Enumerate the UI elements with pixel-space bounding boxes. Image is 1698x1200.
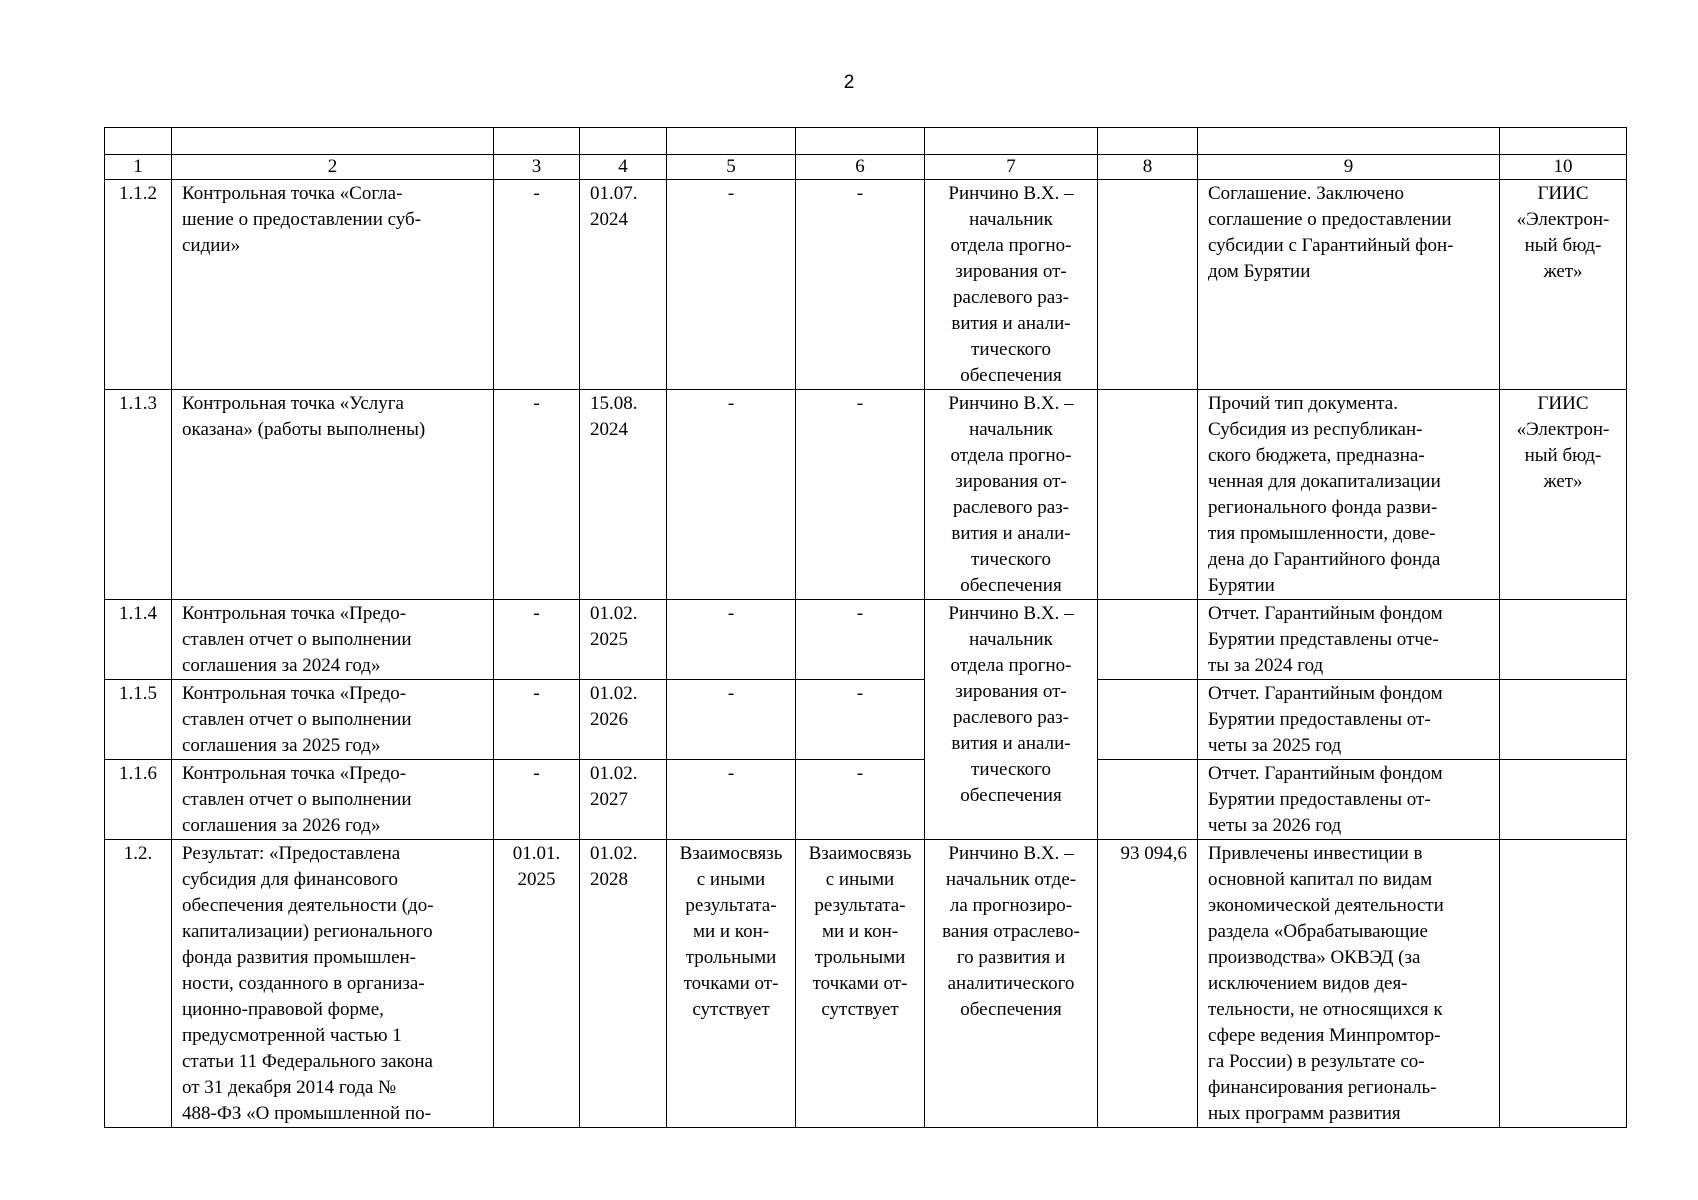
row-name: Контрольная точка «Предо- ставлен отчет о выполнении соглашения за 2026 год» bbox=[172, 760, 494, 840]
column-number: 10 bbox=[1500, 155, 1627, 180]
end-date: 01.02. 2025 bbox=[580, 600, 667, 680]
row-number: 1.1.2 bbox=[105, 180, 172, 390]
column-number: 4 bbox=[580, 155, 667, 180]
amount-cell bbox=[1098, 760, 1198, 840]
blank-cell bbox=[1500, 128, 1627, 155]
column-number: 7 bbox=[925, 155, 1098, 180]
blank-cell bbox=[1098, 128, 1198, 155]
row-name: Контрольная точка «Предо- ставлен отчет о выполнении соглашения за 2025 год» bbox=[172, 680, 494, 760]
start-date: - bbox=[494, 390, 580, 600]
row-name: Контрольная точка «Согла- шение о предоставлении суб- сидии» bbox=[172, 180, 494, 390]
blank-cell bbox=[172, 128, 494, 155]
relation-cell: - bbox=[667, 680, 796, 760]
relation-cell: - bbox=[796, 180, 925, 390]
row-number: 1.1.3 bbox=[105, 390, 172, 600]
information-system bbox=[1500, 760, 1627, 840]
blank-cell bbox=[105, 128, 172, 155]
column-number: 6 bbox=[796, 155, 925, 180]
table-row bbox=[105, 680, 1627, 760]
result-description: Отчет. Гарантийным фондом Бурятии представлены отче- ты за 2024 год bbox=[1198, 600, 1500, 680]
page-number: 2 bbox=[843, 72, 855, 93]
responsible-person: Ринчино В.Х. – начальник отдела прогно- зирования от- раслевого раз- вития и анали- тического обеспечения bbox=[925, 390, 1098, 600]
row-name: Контрольная точка «Услуга оказана» (работы выполнены) bbox=[172, 390, 494, 600]
start-date: - bbox=[494, 600, 580, 680]
table-row bbox=[105, 840, 1627, 1128]
information-system: ГИИС «Электрон- ный бюд- жет» bbox=[1500, 180, 1627, 390]
column-number: 9 bbox=[1198, 155, 1500, 180]
row-number: 1.1.5 bbox=[105, 680, 172, 760]
table-row bbox=[105, 760, 1627, 840]
relation-cell: - bbox=[796, 760, 925, 840]
amount-cell bbox=[1098, 600, 1198, 680]
result-description: Прочий тип документа. Субсидия из республикан- ского бюджета, предназна- ченная для докапитализации регионального фонда разви- тия промышленности, дове- дена до Гарантийного фонда Бурятии bbox=[1198, 390, 1500, 600]
start-date: - bbox=[494, 180, 580, 390]
end-date: 01.02. 2028 bbox=[580, 840, 667, 1128]
amount-cell bbox=[1098, 180, 1198, 390]
end-date: 15.08. 2024 bbox=[580, 390, 667, 600]
relation-cell: - bbox=[796, 680, 925, 760]
information-system bbox=[1500, 600, 1627, 680]
column-number: 8 bbox=[1098, 155, 1198, 180]
blank-cell bbox=[494, 128, 580, 155]
relation-cell: - bbox=[796, 600, 925, 680]
row-number: 1.1.6 bbox=[105, 760, 172, 840]
end-date: 01.02. 2026 bbox=[580, 680, 667, 760]
blank-cell bbox=[925, 128, 1098, 155]
column-number: 3 bbox=[494, 155, 580, 180]
information-system bbox=[1500, 680, 1627, 760]
table-row bbox=[105, 600, 1627, 680]
relation-cell: - bbox=[667, 390, 796, 600]
relation-cell: - bbox=[667, 760, 796, 840]
column-number: 5 bbox=[667, 155, 796, 180]
relation-cell: - bbox=[667, 600, 796, 680]
table-row bbox=[105, 390, 1627, 600]
row-name: Контрольная точка «Предо- ставлен отчет о выполнении соглашения за 2024 год» bbox=[172, 600, 494, 680]
result-description: Соглашение. Заключено соглашение о предоставлении субсидии с Гарантийный фон- дом Бурятии bbox=[1198, 180, 1500, 390]
start-date: - bbox=[494, 680, 580, 760]
row-name: Результат: «Предоставлена субсидия для финансового обеспечения деятельности (до- капитализации) регионального фонда развития промышлен- ности, созданного в организа- ционно-правовой форме, предусмотренной частью 1 статьи 11 Федерального закона от 31 декабря 2014 года № 488-ФЗ «О промышленной по- bbox=[172, 840, 494, 1128]
amount-cell: 93 094,6 bbox=[1098, 840, 1198, 1128]
information-system: ГИИС «Электрон- ный бюд- жет» bbox=[1500, 390, 1627, 600]
start-date: - bbox=[494, 760, 580, 840]
blank-cell bbox=[796, 128, 925, 155]
column-number: 2 bbox=[172, 155, 494, 180]
end-date: 01.07. 2024 bbox=[580, 180, 667, 390]
plan-table bbox=[104, 127, 1627, 1128]
responsible-person: Ринчино В.Х. – начальник отде- ла прогнозиро- вания отраслево- го развития и аналитического обеспечения bbox=[925, 840, 1098, 1128]
row-number: 1.1.4 bbox=[105, 600, 172, 680]
result-description: Отчет. Гарантийным фондом Бурятии предоставлены от- четы за 2026 год bbox=[1198, 760, 1500, 840]
relation-cell: - bbox=[796, 390, 925, 600]
information-system bbox=[1500, 840, 1627, 1128]
blank-cell bbox=[1198, 128, 1500, 155]
relation-cell: Взаимосвязь с иными результата- ми и кон- трольными точками от- сутствует bbox=[796, 840, 925, 1128]
row-number: 1.2. bbox=[105, 840, 172, 1128]
amount-cell bbox=[1098, 390, 1198, 600]
table-row bbox=[105, 180, 1627, 390]
end-date: 01.02. 2027 bbox=[580, 760, 667, 840]
relation-cell: - bbox=[667, 180, 796, 390]
start-date: 01.01. 2025 bbox=[494, 840, 580, 1128]
amount-cell bbox=[1098, 680, 1198, 760]
column-number: 1 bbox=[105, 155, 172, 180]
column-number-row bbox=[105, 155, 1627, 180]
result-description: Отчет. Гарантийным фондом Бурятии предоставлены от- четы за 2025 год bbox=[1198, 680, 1500, 760]
responsible-person: Ринчино В.Х. – начальник отдела прогно- зирования от- раслевого раз- вития и анали- тического обеспечения bbox=[925, 180, 1098, 390]
result-description: Привлечены инвестиции в основной капитал по видам экономической деятельности раздела «Обрабатывающие производства» ОКВЭД (за исключением видов дея- тельности, не относящихся к сфере ведения Минпромтор- га России) в результате со- финансирования региональ- ных программ развития bbox=[1198, 840, 1500, 1128]
responsible-person-merged: Ринчино В.Х. – начальник отдела прогно- зирования от- раслевого раз- вития и анали- тического обеспечения bbox=[925, 600, 1098, 840]
blank-cell bbox=[667, 128, 796, 155]
blank-cell bbox=[580, 128, 667, 155]
blank-header-row bbox=[105, 128, 1627, 155]
relation-cell: Взаимосвязь с иными результата- ми и кон- трольными точками от- сутствует bbox=[667, 840, 796, 1128]
